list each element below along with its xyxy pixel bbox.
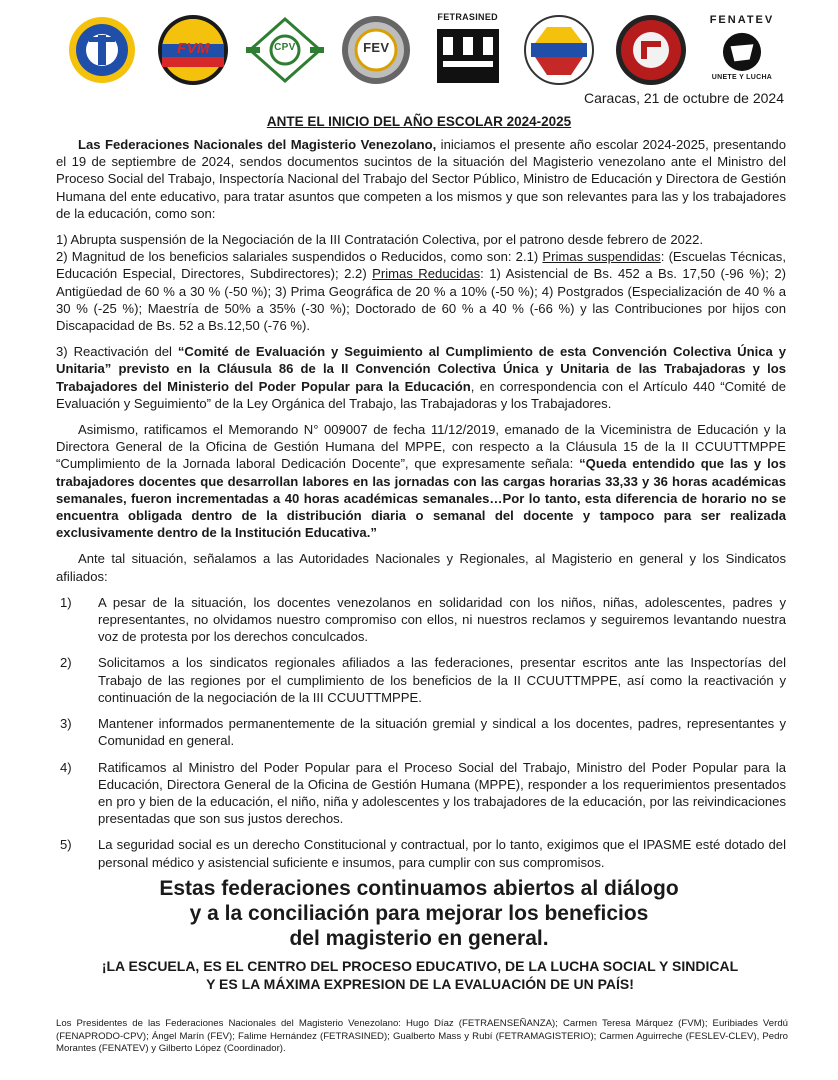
fetrasined-caption: FETRASINED [437,12,498,22]
signatures: Los Presidentes de las Federaciones Nacionales del Magisterio Venezolano: Hugo Díaz (FETRAENSEÑANZA); Carmen Teresa Márquez (FVM); Euribiades Verdú (FENAPRODO-CPV); Ángel Marín (FEV); Falime Hernández (FETRASINED); Gualberto Mass y Rubí (FETRAMAGISTERIO); Carmen Aguirreche (FESLEV-CLEV), Pedro Morantes (FENATEV) y Gilberto López (Coordinador). [56,1018,788,1054]
fenatev-logo [702,12,782,88]
fev-logo [336,12,416,88]
memo-text: Asimismo, ratificamos el Memorando N° 009007 de fecha 11/12/2019, emanado de la Viceministra de Educación y la Directora General de la Oficina de Gestión Humana del MPPE, con respecto a la Cláusula 15 de la II CCUUTTMPPE “Cumplimiento de la Jornada laboral Dedicación Docente”, que expresamente señala: [56,422,786,472]
demand-number: 5) [60,837,72,853]
demand-text: Solicitamos a los sindicatos regionales afiliados a las federaciones, presentar escritos ante las Inspectorías del Trabajo de las regiones por el cumplimiento de los beneficios de la II CCUUTTMPPE, así como la reactivación y continuación de la negociación de la III CCUUTTMPPE. [98,655,786,705]
federation-logos [62,12,782,88]
demand-text: Ratificamos al Ministro del Poder Popular para el Proceso Social del Trabajo, Ministro del Poder Popular para la Educación, Directora General de la Oficina de Gestión Humana (MPPE), responder a los requerimientos presentados en pro y bien de la educación, el niño, niña y adolescentes y los trabajadores de la educación, por las reivindicaciones presentadas que son sus justos derechos. [98,759,786,827]
list-item [56,654,786,706]
slogan: ¡LA ESCUELA, ES EL CENTRO DEL PROCESO EDUCATIVO, DE LA LUCHA SOCIAL Y SINDICAL Y ES LA MÁXIMA EXPRESION DE LA EVALUACIÓN DE UN PAÍS! [101,958,739,992]
point-2-text-b: : (Escuelas Técnicas, Educación Especial, Directores, Subdirectores); 2.2) [56,249,786,282]
point-3 [56,343,786,412]
point-2 [56,248,786,334]
document-body [56,136,786,880]
intro-bold: Las Federaciones Nacionales del Magisterio Venezolano, [78,137,437,152]
primas-reducidas-label: Primas Reducidas [372,266,481,282]
demands-list [56,594,786,871]
point-3-text-a: 3) Reactivación del [56,344,178,360]
intro-paragraph [56,136,786,222]
list-item [56,594,786,646]
fetramagisterio-logo [519,12,599,88]
list-item [56,715,786,749]
point-1: 1) Abrupta suspensión de la Negociación de la III Contratación Colectiva, por el patrono desde febrero de 2022. [56,232,704,248]
memo-paragraph [56,421,786,541]
memo-quote: “Queda entendido que las y los trabajadores docentes que desarrollan labores en las jornadas con las cargas horarias 33,33 y 36 horas académicas semanales, fueron incrementadas a 40 horas académicas semanales…Por lo tanto, esta diferencia de horario no se encuentra obligada dentro de la distribución diaria o semanal del docente y tampoco para ser realizada exclusivamente dentro de la Institución Educativa.” [56,456,786,541]
demand-text: Mantener informados permanentemente de la situación gremial y sindical a los docentes, padres, representantes y Comunidad en general. [98,716,786,749]
demand-text: La seguridad social es un derecho Constitucional y contractual, por lo tanto, exigimos que el IPASME esté dotado del personal médico y asistencial suficiente e insumos, para cumplir con sus compromisos. [98,837,786,870]
document-title: ANTE EL INICIO DEL AÑO ESCOLAR 2024-2025 [266,114,572,129]
demand-number: 4) [60,759,72,775]
point-2-text-a: 2) Magnitud de los beneficios salariales suspendidos o Reducidos, como son: 2.1) [56,249,543,265]
situation-paragraph: Ante tal situación, señalamos a las Autoridades Nacionales y Regionales, al Magisterio en general y los Sindicatos afiliados: [56,551,786,584]
closing-statement [0,876,838,951]
document-date: Caracas, 21 de octubre de 2024 [583,90,784,106]
primas-suspendidas-label: Primas suspendidas [542,249,661,265]
demand-number: 2) [60,655,72,671]
fenaprodo-cpv-logo [245,12,325,88]
intro-text: iniciamos el presente año escolar 2024-2025, presentando el 19 de septiembre de 2024, sendos documentos sucintos de la situación del Magisterio venezolano ante el Ministro del Proceso Social del Trabajo, Inspectoría Nacional del Trabajo del Sector Público, Ministro de Educación y Directora de Gestión Humana del ente educativo, para tratar asuntos que competen a los mismos y que son relevantes para las y los trabajadores de la educación, como son: [56,137,786,221]
demand-number: 1) [60,594,72,610]
list-item [56,836,786,870]
feslev-clev-logo [611,12,691,88]
fetrasined-logo [428,12,508,88]
fenatev-caption: FENATEV [709,14,775,26]
fvm-caption: FVM [177,40,210,57]
demand-text: A pesar de la situación, los docentes venezolanos en solidaridad con los niños, niñas, adolescentes, padres y representantes, no olvidamos nuestro compromiso con ellos, ni nuestros reclamos y seguiremos levantando nuestra voz de protesta por los derechos conculcados. [98,594,786,645]
point-3-text-c: , en correspondencia con el Artículo 440 “Comité de Evaluación y Seguimiento” de la Ley Orgánica del Trabajo, las Trabajadoras y los Trabajadores. [56,378,786,411]
point-2-text-c: : 1) Asistencial de Bs. 452 a Bs. 17,50 (-96 %); 2) Antigüedad de 60 % a 30 % (-50 %); 3) Prima Geográfica de 20 % a 10% (-50 %); 4) Postgrados (Especialización de 40 % a 30 % (-25 %); Maestría de 50% a 35% (-30 %); Doctorado de 60 % a 40 % (-66 %) y las Contribuciones por hijos con Discapacidad de Bs. 52 a Bs.12,50 (-76 %). [56,266,786,334]
fetraensenanza-logo [62,12,142,88]
fenaprodo-cpv-caption: CPV [274,42,296,53]
closing-line: del magisterio en general. [289,927,549,950]
point-3-bold: “Comité de Evaluación y Seguimiento al Cumplimiento de esta Convención Colectiva Única y Unitaria” previsto en la Cláusula 86 de la II Convención Colectiva Única y Unitaria de las Trabajadoras y los Trabajadores del Ministerio del Poder Popular para la Educación [56,344,786,394]
demand-number: 3) [60,716,72,732]
closing-line: Estas federaciones continuamos abiertos al diálogo [159,877,679,900]
fenatev-subcaption: UNETE Y LUCHA [711,74,773,81]
fvm-logo [153,12,233,88]
list-item [56,759,786,828]
fev-caption: FEV [363,40,390,55]
closing-line: y a la conciliación para mejorar los beneficios [189,902,649,925]
